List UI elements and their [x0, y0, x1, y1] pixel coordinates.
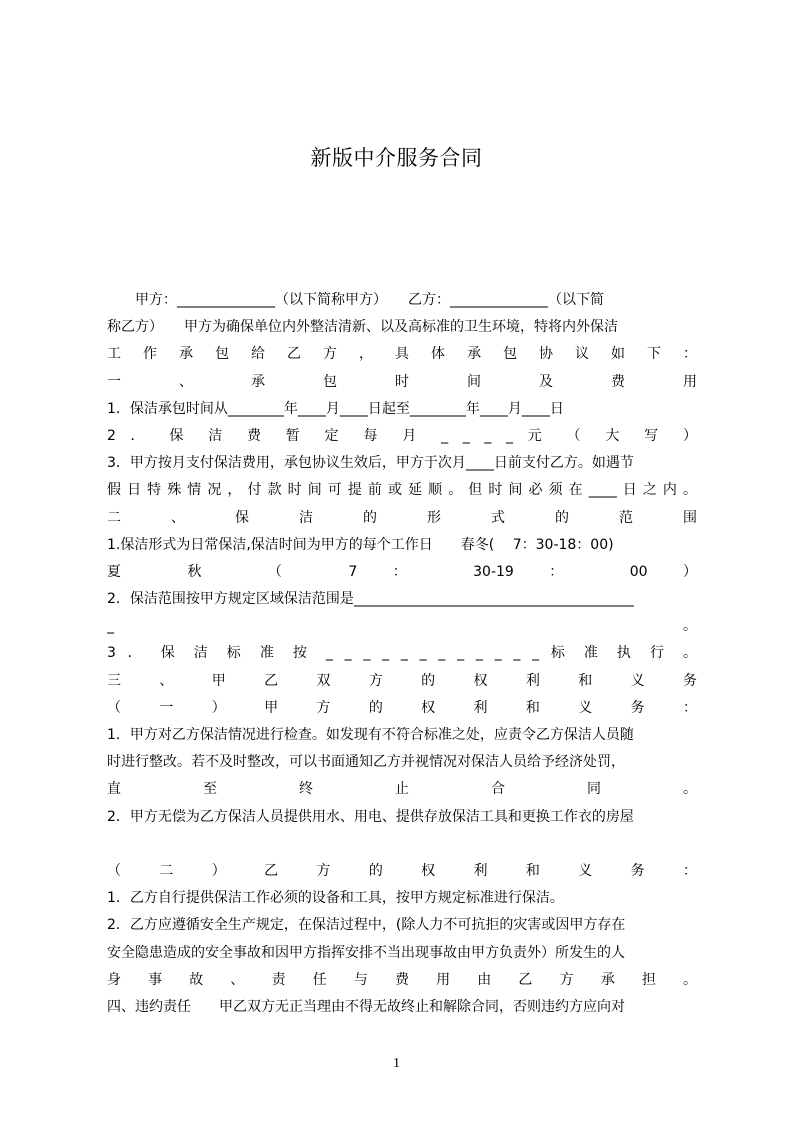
section-heading: 二 、 保 洁 的 形 式 的 范 围 — [107, 509, 697, 526]
text-line: 称乙方） 甲方为确保单位内外整洁清新、以及高标准的卫生环境，特将内外保洁 — [107, 319, 618, 336]
text-line: 夏 秋 （ 7 ： 30-19 ： 00 ） — [107, 563, 697, 580]
section-heading: 三 、 甲 乙 双 方 的 权 利 和 义 务 — [107, 672, 697, 689]
contract-body — [107, 287, 697, 1021]
subsection-heading: （ 一 ） 甲 方 的 权 利 和 义 务 ： — [107, 699, 697, 716]
text-line: 2．甲方无偿为乙方保洁人员提供用水、用电、提供存放保洁工具和更换工作衣的房屋 — [107, 808, 634, 825]
text-line: 安全隐患造成的安全事故和因甲方指挥安排不当出现事故由甲方负责外）所发生的人 — [107, 944, 625, 961]
text-line: 甲方：______________（以下简称甲方） 乙方：______________（以下简 — [107, 292, 604, 308]
text-line: 2．保洁范围按甲方规定区域保洁范围是________________________________________ — [107, 591, 634, 608]
text-line: 3 ． 保 洁 标 准 按 _ _ _ _ _ _ _ _ _ _ _ _ 标 准 执 行 。 — [107, 645, 697, 662]
text-line: 直 至 终 止 合 同 。 — [107, 781, 697, 798]
text-line: 工 作 承 包 给 乙 方 ， 具 体 承 包 协 议 如 下 ： — [107, 346, 697, 363]
document-title: 新版中介服务合同 — [310, 146, 483, 170]
text-line: 1．甲方对乙方保洁情况进行检查。如发现有不符合标准之处，应责令乙方保洁人员随 — [107, 727, 634, 743]
text-line: 时进行整改。若不及时整改，可以书面通知乙方并视情况对保洁人员给予经济处罚， — [107, 754, 625, 771]
text-line: 2．乙方应遵循安全生产规定，在保洁过程中，(除人力不可抗拒的灾害或因甲方存在 — [107, 917, 626, 934]
subsection-heading: （ 二 ） 乙 方 的 权 利 和 义 务 ： — [107, 862, 697, 879]
text-line: 1．乙方自行提供保洁工作必须的设备和工具，按甲方规定标准进行保洁。 — [107, 890, 564, 907]
text-line: 1．保洁承包时间从________年____月____日起至________年____月____日 — [107, 400, 564, 417]
text-line: 3．甲方按月支付保洁费用，承包协议生效后，甲方于次月____日前支付乙方。如遇节 — [107, 455, 634, 472]
text-line: _ 。 — [107, 618, 697, 635]
text-line: 1.保洁形式为日常保洁,保洁时间为甲方的每个工作日 春冬( 7：30-18：00) — [107, 536, 614, 553]
blank-line — [107, 831, 697, 858]
section-heading: 一 、 承 包 时 间 及 费 用 — [107, 373, 697, 390]
text-line: 2 ． 保 洁 费 暂 定 每 月 _ _ _ _ 元 （ 大 写 ） — [107, 427, 697, 444]
text-line: 身 事 故 、 责 任 与 费 用 由 乙 方 承 担 。 — [107, 971, 697, 988]
text-line: 假日特殊情况，付款时间可提前或延顺。但时间必须在____日之内。 — [107, 482, 697, 499]
page-number: 1 — [393, 1056, 400, 1071]
section-heading: 四、违约责任 甲乙双方无正当理由不得无故终止和解除合同，否则违约方应向对 — [107, 998, 625, 1015]
